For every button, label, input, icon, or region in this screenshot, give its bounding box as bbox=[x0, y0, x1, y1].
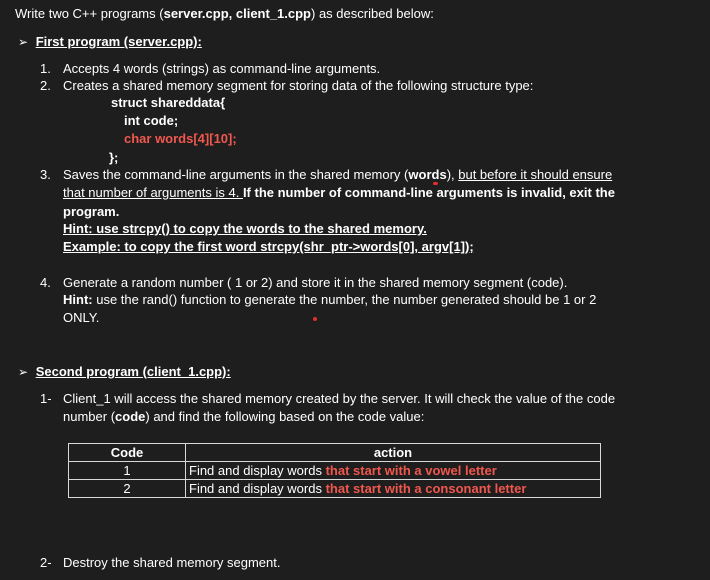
first-program-heading: ➢ First program (server.cpp): bbox=[18, 34, 202, 49]
first-item-4: 4. Generate a random number ( 1 or 2) and store it in the shared memory segment (code). bbox=[40, 275, 568, 290]
table-header-row bbox=[69, 444, 601, 462]
second-item-2: 2- Destroy the shared memory segment. bbox=[40, 555, 281, 570]
hint-strcpy: Hint: use strcpy() to copy the words to the shared memory. bbox=[63, 221, 427, 236]
hint-rand-line2: ONLY. bbox=[63, 310, 100, 325]
first-item-3-line2: that number of arguments is 4. If the number of command-line arguments is invalid, exit the bbox=[63, 185, 615, 200]
code-line-struct: struct shareddata{ bbox=[111, 95, 226, 110]
code-line-int: int code; bbox=[124, 113, 179, 128]
table-cell-code: 1 bbox=[69, 462, 186, 480]
arrow-bullet-icon: ➢ bbox=[18, 35, 29, 49]
code-line-char: char words[4][10]; bbox=[124, 131, 237, 146]
second-item-1: 1- Client_1 will access the shared memory created by the server. It will check the value of the code bbox=[40, 391, 616, 406]
table-row bbox=[69, 480, 601, 498]
intro-line: Write two C++ programs (server.cpp, client_1.cpp) as described below: bbox=[15, 6, 434, 21]
red-mark bbox=[433, 182, 438, 185]
red-dot bbox=[313, 317, 317, 321]
first-item-1: 1. Accepts 4 words (strings) as command-line arguments. bbox=[40, 61, 381, 76]
hint-rand: Hint: use the rand() function to generate the number, the number generated should be 1 or 2 bbox=[63, 292, 597, 307]
first-item-3-line3: program. bbox=[63, 204, 120, 219]
second-item-1-line2: number (code) and find the following based on the code value: bbox=[63, 409, 425, 424]
first-item-2: 2. Creates a shared memory segment for storing data of the following structure type: bbox=[40, 78, 534, 93]
first-item-3: 3. Saves the command-line arguments in the shared memory (words), but before it should ensure bbox=[40, 167, 613, 182]
arrow-bullet-icon: ➢ bbox=[18, 365, 29, 379]
table-row bbox=[69, 462, 601, 480]
table-cell-action: Find and display words that start with a consonant letter bbox=[186, 480, 601, 498]
table-cell-action: Find and display words that start with a vowel letter bbox=[186, 462, 601, 480]
table-header-action: action bbox=[186, 444, 601, 462]
example-strcpy: Example: to copy the first word strcpy(shr_ptr->words[0], argv[1]); bbox=[63, 239, 474, 254]
second-program-heading: ➢ Second program (client_1.cpp): bbox=[18, 364, 231, 379]
code-line-close: }; bbox=[109, 150, 119, 165]
code-action-table bbox=[68, 443, 601, 498]
table-cell-code: 2 bbox=[69, 480, 186, 498]
table-header-code: Code bbox=[69, 444, 186, 462]
